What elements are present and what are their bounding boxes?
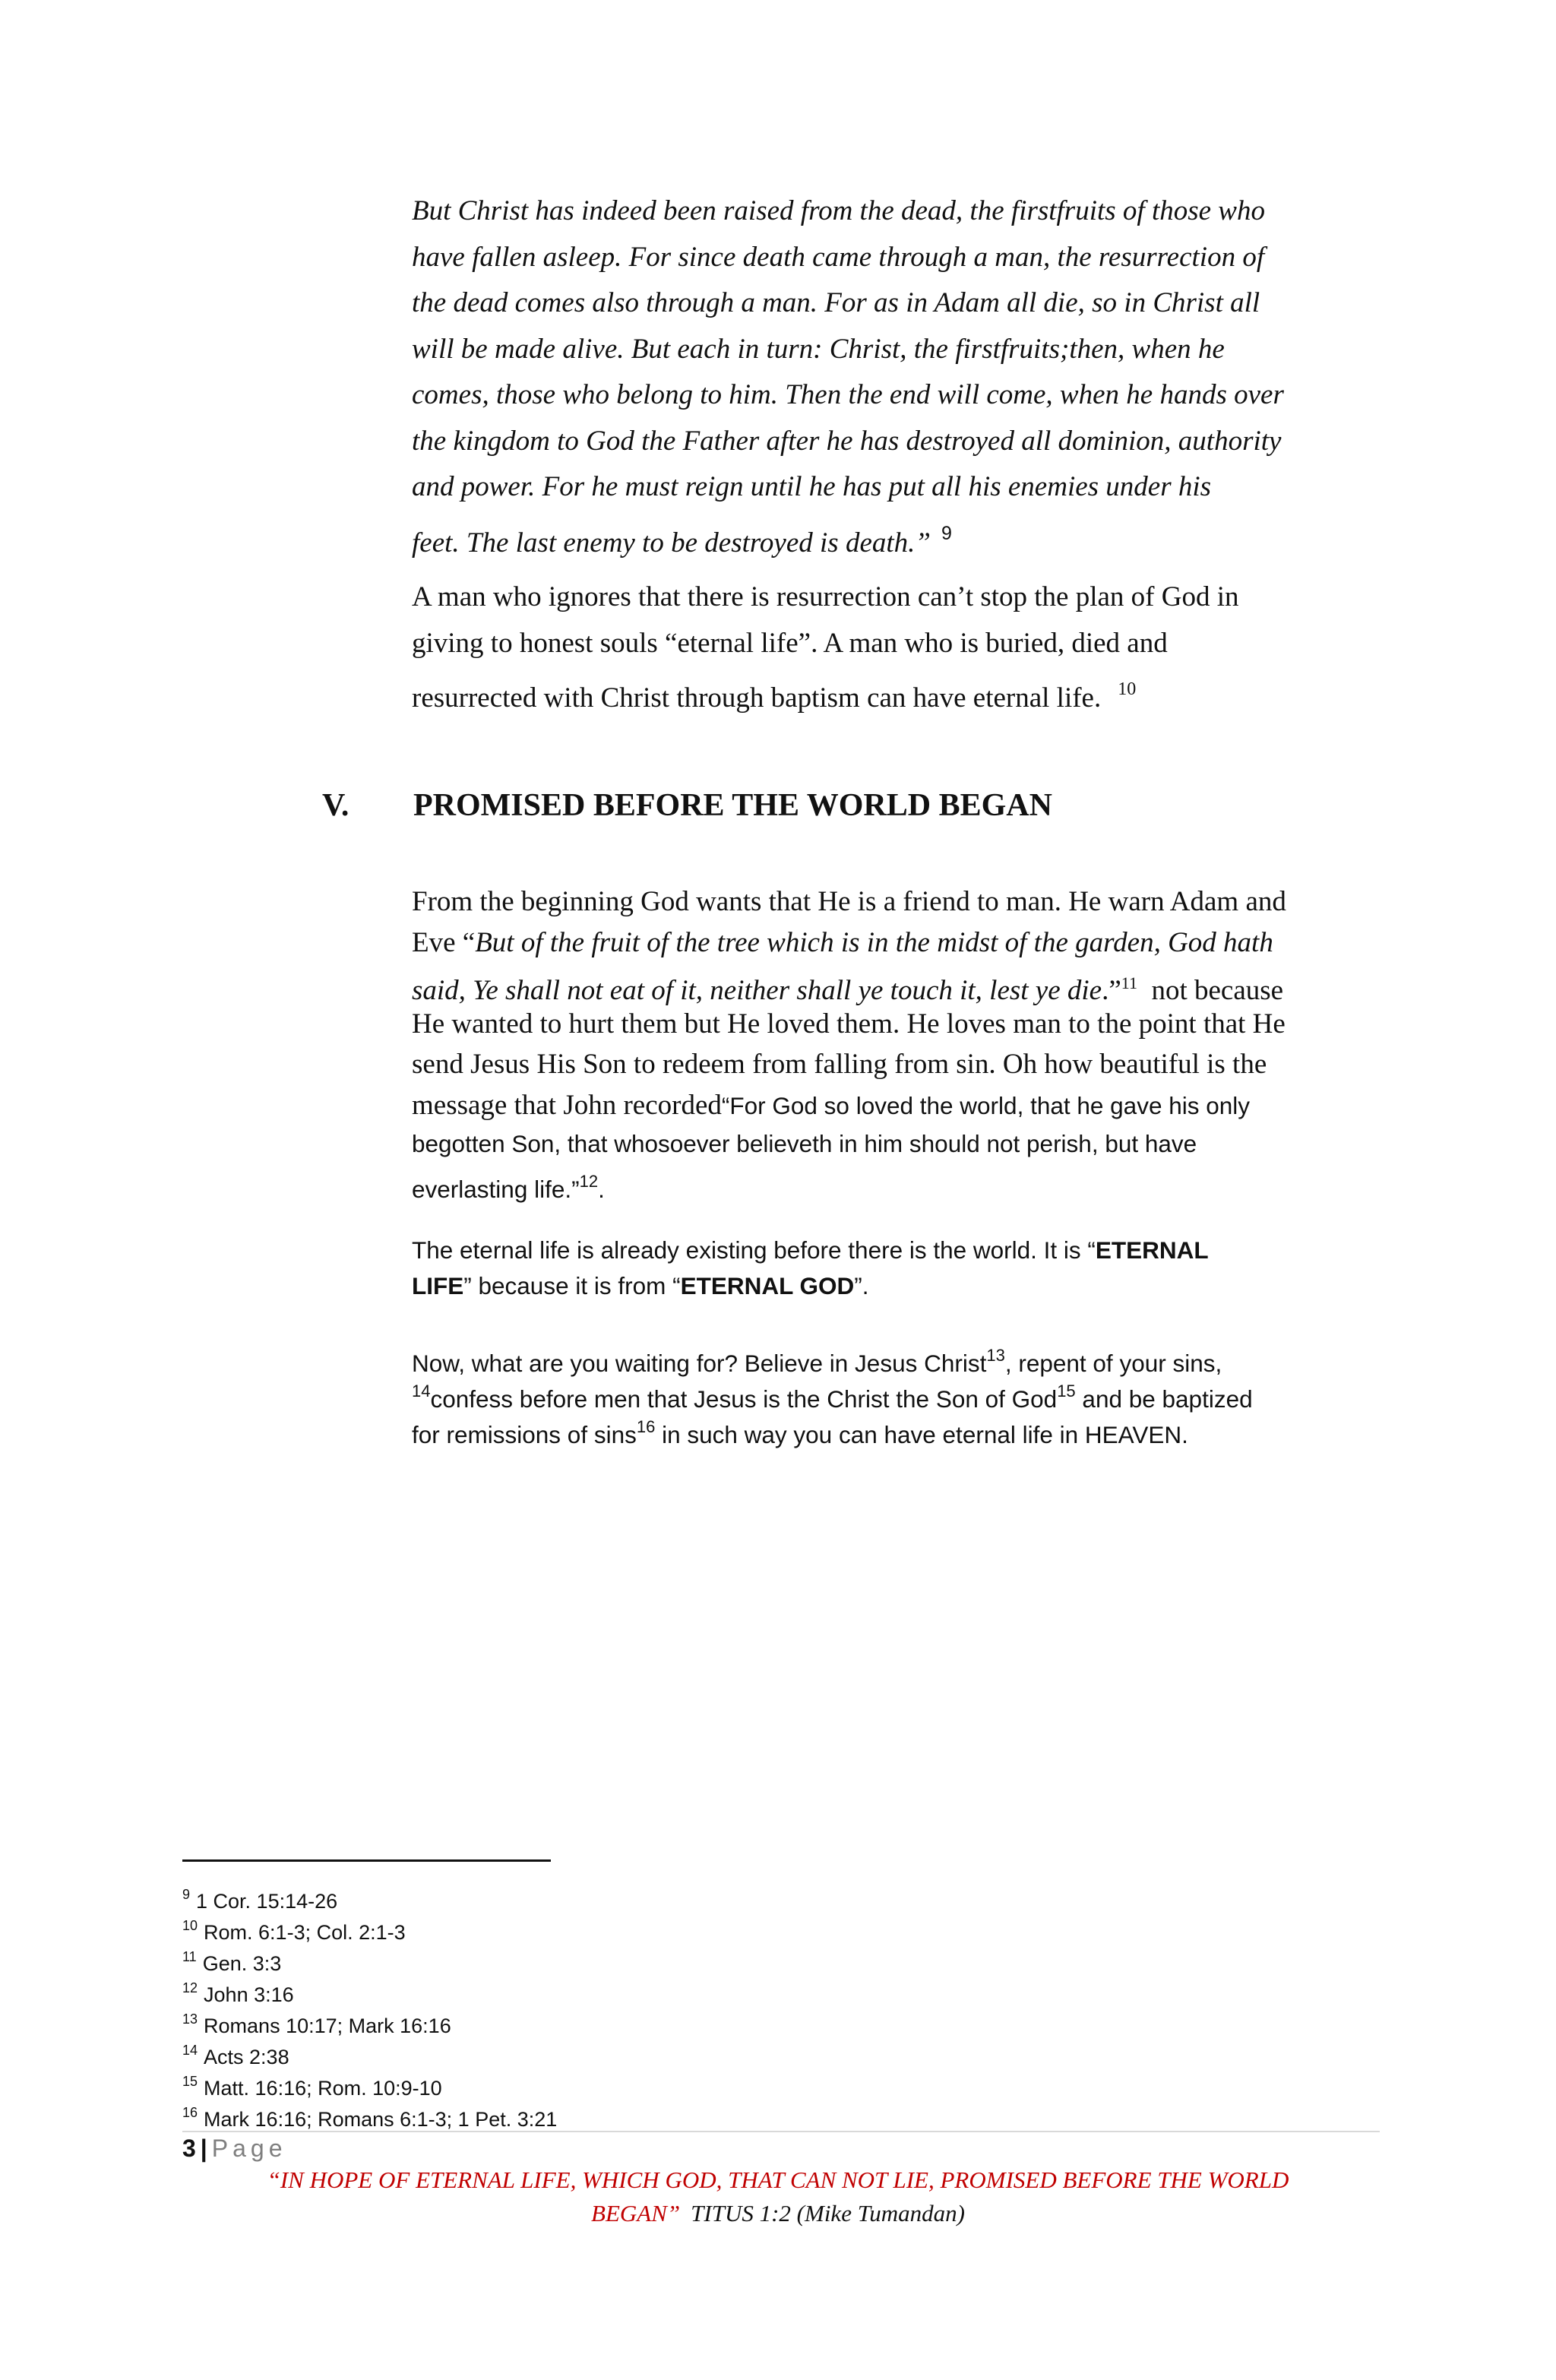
footnote-text: 1 Cor. 15:14-26 [196, 1890, 338, 1913]
scripture-quote [412, 188, 1377, 559]
paragraph-line-text: resurrected with Christ through baptism can have eternal life. [412, 682, 1102, 714]
footnote-text: John 3:16 [204, 1983, 294, 2006]
footnote-item [182, 1973, 557, 2004]
page-number-value: 3 [182, 2135, 196, 2162]
footnote-number: 9 [182, 1887, 191, 1902]
footer-quote-text: BEGAN” [591, 2200, 681, 2227]
paragraph-line [412, 666, 1377, 713]
text: . [598, 1176, 605, 1203]
paragraph-line: He wanted to hurt them but He loved them. He loves man to the point that He [412, 1008, 1286, 1040]
footnote-number: 16 [182, 2105, 198, 2120]
paragraph-line: A man who ignores that there is resurrection can’t stop the plan of God in [412, 581, 1239, 612]
text: for remissions of sins [412, 1421, 637, 1448]
footnote-item [182, 2097, 558, 2131]
page-separator: | [200, 2135, 207, 2162]
footnotes-list [182, 1879, 558, 2131]
footnote-ref-9[interactable]: 9 [941, 522, 952, 544]
footnote-number: 15 [182, 2074, 198, 2089]
text: Eve “ [412, 926, 476, 958]
footnote-ref-12[interactable]: 12 [579, 1172, 599, 1191]
paragraph-resurrection [412, 574, 1377, 713]
paragraph-line [412, 1085, 1377, 1126]
text: in such way you can have eternal life in HEAVEN. [655, 1421, 1188, 1448]
footnote-ref-16[interactable]: 16 [636, 1417, 656, 1436]
footnote-text: Gen. 3:3 [202, 1952, 282, 1975]
footnote-item [182, 2066, 557, 2100]
paragraph-line [412, 1373, 1377, 1413]
footnote-ref-14[interactable]: 14 [412, 1381, 431, 1400]
footnote-item [182, 1910, 557, 1942]
footer-citation: TITUS 1:2 (Mike Tumandan) [691, 2200, 965, 2227]
text: everlasting life.” [412, 1176, 580, 1203]
footnote-ref-15[interactable]: 15 [1057, 1381, 1076, 1400]
scripture-italic: said, Ye shall not eat of it, neither shall ye touch it, lest ye die [412, 975, 1102, 1006]
quote-line: have fallen asleep. For since death came through a man, the resurrection of [412, 241, 1265, 273]
text: not because [1137, 975, 1284, 1006]
footer-quote [228, 2163, 1328, 2230]
footnote-text: Romans 10:17; Mark 16:16 [204, 2014, 451, 2037]
text: The eternal life is already existing before there is the world. It is “ [412, 1236, 1096, 1264]
section-number: V. [322, 788, 349, 823]
quote-line: But Christ has indeed been raised from the dead, the firstfruits of those who [412, 195, 1265, 226]
quote-line: and power. For he must reign until he has put all his enemies under his [412, 471, 1212, 502]
footer-quote-line [228, 2163, 1328, 2197]
paragraph-line: From the beginning God wants that He is a friend to man. He warn Adam and [412, 886, 1286, 917]
text: and be baptized [1075, 1385, 1253, 1413]
text: ”. [854, 1272, 869, 1299]
footnote-item [182, 1942, 557, 1973]
paragraph-line: giving to honest souls “eternal life”. A man who is buried, died and [412, 627, 1168, 659]
page-number [182, 2132, 286, 2164]
text: .” [1102, 975, 1121, 1006]
footnote-number: 13 [182, 2011, 198, 2027]
john-quote: “For God so loved the world, that he gave his only [721, 1091, 1251, 1119]
footnote-ref-11[interactable]: 11 [1121, 973, 1137, 992]
section-heading [322, 787, 1052, 824]
footnote-separator [182, 1859, 551, 1862]
text: ” because it is from “ [463, 1272, 681, 1299]
scripture-italic: But of the fruit of the tree which is in the midst of the garden, God hath [475, 926, 1273, 958]
footer-quote-text: “IN HOPE OF ETERNAL LIFE, WHICH GOD, THAT CAN NOT LIE, PROMISED BEFORE THE WORLD [267, 2166, 1289, 2193]
bold-text: ETERNAL [1095, 1236, 1209, 1264]
footnote-number: 12 [182, 1980, 198, 1995]
paragraph-beginning [412, 881, 1377, 1203]
paragraph-line [412, 923, 1377, 964]
paragraph-line [412, 1409, 1377, 1448]
text: Now, what are you waiting for? Believe in Jesus Christ [412, 1350, 987, 1377]
footnote-number: 11 [182, 1949, 197, 1964]
paragraph-line [412, 1268, 1377, 1304]
paragraph-call-to-action [412, 1337, 1377, 1448]
footnote-text: Rom. 6:1-3; Col. 2:1-3 [204, 1921, 406, 1944]
footnote-text: Mark 16:16; Romans 6:1-3; 1 Pet. 3:21 [204, 2108, 558, 2131]
paragraph-eternal-life [412, 1233, 1377, 1304]
footer-separator [182, 2131, 1380, 2132]
footnote-number: 10 [182, 1918, 198, 1933]
quote-line: comes, those who belong to him. Then the end will come, when he hands over [412, 379, 1284, 410]
footer-quote-line [228, 2197, 1328, 2230]
text: message that John recorded [412, 1089, 722, 1121]
paragraph-line: begotten Son, that whosoever believeth in him should not perish, but have [412, 1130, 1197, 1157]
text: , repent of your sins, [1004, 1350, 1222, 1377]
text: confess before men that Jesus is the Christ the Son of God [430, 1385, 1058, 1413]
footnote-ref-13[interactable]: 13 [986, 1346, 1005, 1365]
footnote-text: Acts 2:38 [204, 2046, 289, 2068]
quote-line: will be made alive. But each in turn: Christ, the firstfruits;then, when he [412, 333, 1225, 365]
quote-line: the dead comes also through a man. For as in Adam all die, so in Christ all [412, 287, 1260, 318]
quote-line [412, 511, 1377, 557]
quote-line: the kingdom to God the Father after he has destroyed all dominion, authority [412, 425, 1282, 457]
footnote-ref-10[interactable]: 10 [1118, 679, 1137, 699]
paragraph-line [412, 963, 1377, 1004]
footnote-item [182, 2035, 557, 2066]
footnote-item [182, 2004, 557, 2035]
footnote-item [182, 1879, 557, 1913]
bold-text: ETERNAL GOD [680, 1272, 855, 1299]
paragraph-line: send Jesus His Son to redeem from falling from sin. Oh how beautiful is the [412, 1049, 1267, 1080]
paragraph-line [412, 1163, 1377, 1203]
bold-text: LIFE [412, 1272, 464, 1299]
paragraph-line [412, 1337, 1377, 1377]
page-label: Page [211, 2135, 287, 2162]
footnote-text: Matt. 16:16; Rom. 10:9-10 [204, 2077, 442, 2100]
footnote-number: 14 [182, 2043, 198, 2058]
quote-line-text: feet. The last enemy to be destroyed is death.” [412, 527, 931, 559]
section-title: PROMISED BEFORE THE WORLD BEGAN [413, 788, 1052, 823]
paragraph-line [412, 1233, 1377, 1268]
